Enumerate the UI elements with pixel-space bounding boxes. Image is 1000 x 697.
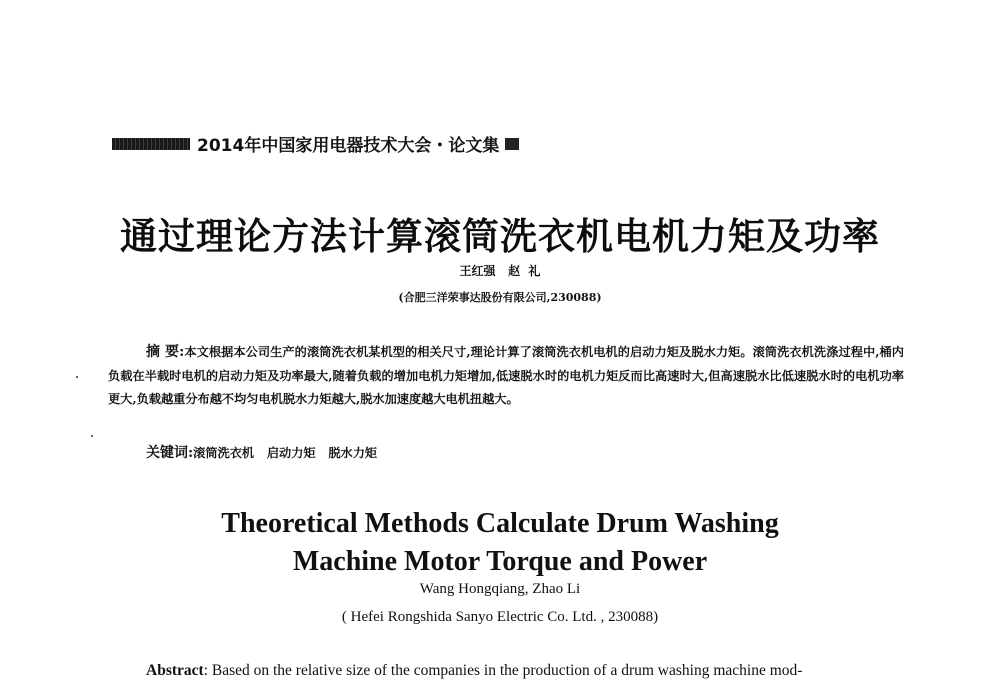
- affiliation-en: ( Hefei Rongshida Sanyo Electric Co. Ltd. , 230088): [341, 609, 659, 625]
- abstract-cn-text: 本文根据本公司生产的滚筒洗衣机某机型的相关尺寸,理论计算了滚筒洗衣机电机的启动力矩及脱水力矩。滚筒洗衣机洗涤过程中,桶内负载在半载时电机的启动力矩及功率最大,随着负载的增加电机力矩增加,低速脱水时的电机力矩反而比高速时大,但高速脱水比低速脱水时的电机功率更大,负载越重分布越不均匀电机脱水力矩越大,脱水加速度越大电机扭越大。: [108, 345, 904, 406]
- affiliation-cn: (合肥三洋荣事达股份有限公司,230088): [398, 291, 602, 304]
- proceedings-header: [112, 131, 519, 156]
- header-decoration-right: [505, 138, 519, 150]
- header-text: 2014年中国家用电器技术大会・论文集: [197, 136, 500, 156]
- paper-title-en-line2: Machine Motor Torque and Power: [292, 546, 708, 577]
- abstract-en-text: : Based on the relative size of the companies in the production of a drum washing machine mod-: [203, 662, 803, 679]
- header-decoration-left: [112, 138, 190, 150]
- paper-title-en-line1: Theoretical Methods Calculate Drum Washing: [221, 508, 779, 539]
- paper-title-cn: 通过理论方法计算滚筒洗衣机电机力矩及功率: [120, 214, 880, 258]
- keywords-cn: [146, 442, 377, 462]
- keywords-cn-text: 滚筒洗衣机 启动力矩 脱水力矩: [193, 446, 378, 460]
- authors-cn: 王红强 赵 礼: [459, 264, 541, 278]
- abstract-en-label: Abstract: [146, 662, 204, 679]
- authors-en: Wang Hongqiang, Zhao Li: [419, 581, 581, 597]
- abstract-cn-label: 摘 要:: [146, 344, 185, 360]
- paper-title-en: [0, 505, 1000, 581]
- abstract-en: [146, 662, 906, 680]
- keywords-cn-label: 关键词:: [146, 445, 194, 461]
- scan-speck: [91, 435, 93, 437]
- abstract-cn: [108, 341, 904, 412]
- scan-speck: [76, 376, 78, 378]
